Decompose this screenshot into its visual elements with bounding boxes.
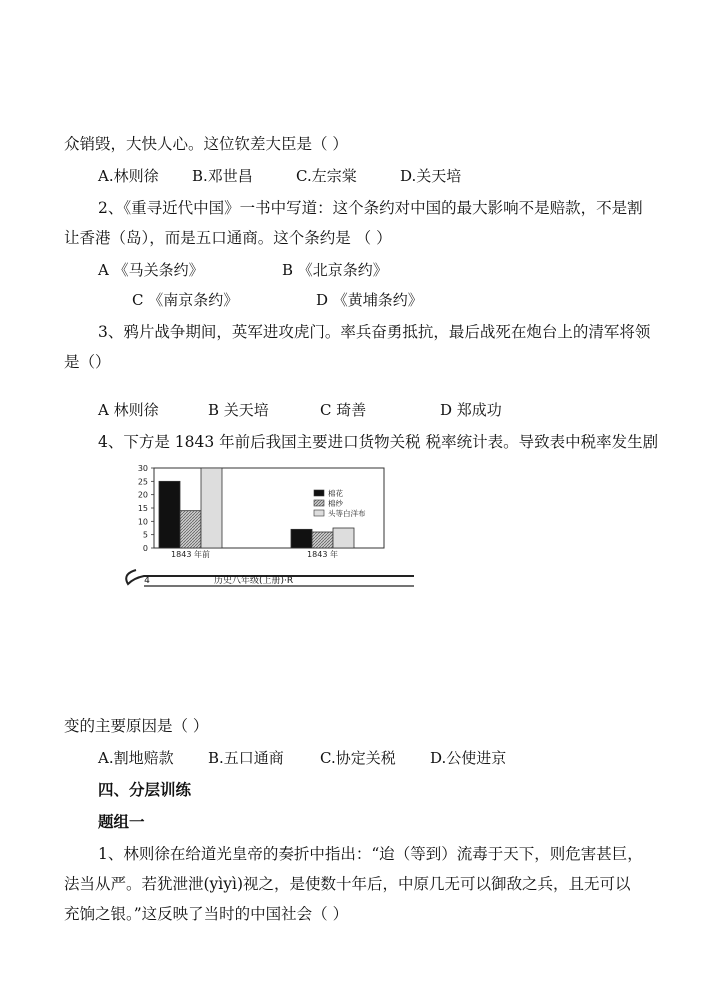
option-d: D.关天培 (400, 167, 462, 185)
practice-question-line-1: 1、林则徐在给道光皇帝的奏折中指出：“迨（等到）流毒于天下，则危害甚巨， (98, 845, 643, 863)
legend-swatch (314, 490, 324, 496)
practice-question-line-3: 充饷之银。”这反映了当时的中国社会（ ） (64, 905, 349, 923)
legend-swatch (314, 500, 324, 506)
page-number: 4 (144, 576, 150, 586)
y-tick-label: 30 (137, 464, 148, 473)
bar-2-1 (333, 528, 354, 548)
bar-1-1 (312, 532, 333, 548)
x-tick-label: 1843 年 (307, 550, 338, 559)
question-4-line-2: 变的主要原因是（ ） (64, 717, 209, 735)
bar-2-0 (201, 468, 222, 548)
question-3-line-1: 3、鸦片战争期间，英军进攻虎门。率兵奋勇抵抗，最后战死在炮台上的清军将领 (98, 323, 651, 341)
option-d: D.公使进京 (430, 749, 507, 767)
option-a: A.林则徐 (98, 167, 159, 185)
bar-1-0 (180, 511, 201, 548)
option-b: B 关天培 (208, 401, 269, 419)
tariff-bar-chart (114, 462, 424, 592)
question-2-line-2: 让香港（岛），而是五口通商。这个条约是 （ ） (64, 229, 392, 247)
option-a: A.割地赔款 (98, 749, 174, 767)
legend-label: 棉花 (328, 489, 343, 498)
bar-0-0 (159, 481, 180, 548)
option-d: D 郑成功 (440, 401, 502, 419)
question-3-line-2: 是（） (64, 353, 111, 371)
option-d: D 《黄埔条约》 (316, 291, 423, 309)
option-a: A 林则徐 (98, 401, 159, 419)
option-c: C.协定关税 (320, 749, 396, 767)
section-title: 四、分层训练 (98, 781, 192, 799)
x-tick-label: 1843 年前 (171, 550, 210, 559)
option-b: B.邓世昌 (192, 167, 253, 185)
legend-label: 头等白洋布 (328, 509, 366, 518)
y-tick-label: 15 (137, 504, 148, 513)
y-tick-label: 20 (137, 490, 148, 500)
option-c: C 《南京条约》 (132, 291, 239, 309)
practice-question-line-2: 法当从严。若犹泄泄(yìyì)视之，是使数十年后，中原几无可以御敌之兵，且无可以 (64, 875, 631, 893)
option-b: B 《北京条约》 (282, 261, 388, 279)
question-4-line-1: 4、下方是 1843 年前后我国主要进口货物关税 税率统计表。导致表中税率发生剧 (98, 433, 659, 451)
question-text-line: 众销毁，大快人心。这位钦差大臣是（ ） (64, 135, 348, 153)
question-2-line-1: 2、《重寻近代中国》一书中写道：这个条约对中国的最大影响不是赔款，不是割 (98, 199, 643, 217)
y-tick-label: 25 (137, 477, 148, 487)
option-b: B.五口通商 (208, 749, 284, 767)
legend-swatch (314, 510, 324, 516)
option-c: C.左宗棠 (296, 167, 357, 185)
y-tick-label: 5 (142, 530, 148, 540)
option-a: A 《马关条约》 (98, 261, 204, 279)
legend-label: 棉纱 (328, 499, 343, 508)
y-tick-label: 0 (142, 544, 148, 553)
option-c: C 琦善 (320, 401, 367, 419)
bar-0-1 (291, 529, 312, 548)
y-tick-label: 10 (137, 517, 148, 527)
footer-text: 历史八年级(上册)·R (214, 576, 294, 586)
group-title: 题组一 (98, 813, 145, 831)
